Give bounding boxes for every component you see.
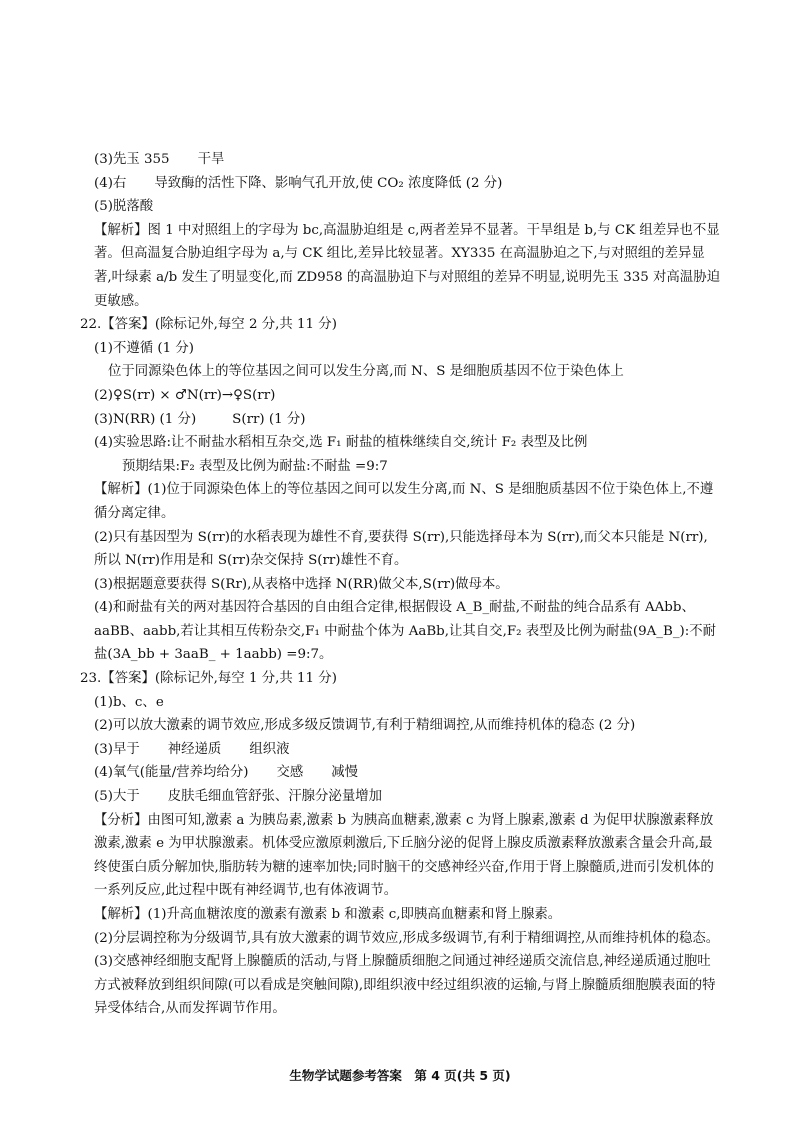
page-footer: 生物学试题参考答案 第 4 页(共 5 页) [289,1068,511,1083]
q23-answer-3: (3)早于 神经递质 组织液 [94,741,290,757]
q23-analysis-3: (3)交感神经细胞支配肾上腺髓质的活动,与肾上腺髓质细胞之间通过神经递质交流信息,神经递质通过胞吐方式被释放到组织间隙(可以看成是突触间隙),即组织液中经过组织液的运输,与肾上腺髓质细胞膜表面的特异受体结合,从而发挥调节作用。 [94,954,716,1017]
q21-answer-4: (4)右 导致酶的活性下降、影响气孔开放,使 CO₂ 浓度降低 (2 分) [94,175,503,191]
q22-answer-3: (3)N(RR) (1 分) S(rr) (1 分) [94,411,306,427]
q23-answer-1: (1)b、c、e [94,694,164,710]
q21-analysis: 【解析】图 1 中对照组上的字母为 bc,高温胁迫组是 c,两者差异不显著。干旱组是 b,与 CK 组差异也不显著。但高温复合胁迫组字母为 a,与 CK 组比,差异比较显著。XY335 在高温胁迫之下,与对照组的差异显著,叶绿素 a/b 发生了明显变化,而 ZD958 的高温胁迫下与对照组的差异不明显,说明先玉 335 对高温胁迫更敏感。 [94,222,720,309]
page-content [80,148,720,1021]
q22-answer-2: (2)♀S(rr) × ♂N(rr)→♀S(rr) [94,387,276,403]
q23-analysis-2: (2)分层调控称为分级调节,具有放大激素的调节效应,形成多级调节,有利于精细调控,从而维持机体的稳态。 [94,930,720,946]
q22-analysis-3: (3)根据题意要获得 S(Rr),从表格中选择 N(RR)做父本,S(rr)做母本。 [94,576,509,592]
q22-answer-1-reason: 位于同源染色体上的等位基因之间可以发生分离,而 N、S 是细胞质基因不位于染色体上 [108,364,624,380]
q22-answer-4: (4)实验思路:让不耐盐水稻相互杂交,选 F₁ 耐盐的植株继续自交,统计 F₂ 表型及比例 [94,435,588,451]
q23-analysis-1: 【解析】(1)升高血糖浓度的激素有激素 b 和激素 c,即胰高血糖素和肾上腺素。 [94,907,562,922]
q23-answer-4: (4)氧气(能量/营养均给分) 交感 减慢 [94,765,359,781]
q23-summary: 【分析】由图可知,激素 a 为胰岛素,激素 b 为胰高血糖素,激素 c 为肾上腺素,激素 d 为促甲状腺激素释放激素,激素 e 为甲状腺激素。机体受应激原刺激后,下丘脑分泌的促肾上腺皮质激素释放激素含量会升高,最终使蛋白质分解加快,脂肪转为糖的速率加快;同时脑干的交感神经兴奋,作用于肾上腺髓质,进而引发机体的一系列反应,此过程中既有神经调节,也有体液调节。 [94,812,714,899]
q21-answer-3: (3)先玉 355 干旱 [94,152,225,167]
q23-answer-2: (2)可以放大激素的调节效应,形成多级反馈调节,有利于精细调控,从而维持机体的稳态 (2 分) [94,718,636,734]
q21-answer-5: (5)脱落酸 [94,199,154,215]
q22-analysis-2: (2)只有基因型为 S(rr)的水稻表现为雄性不育,要获得 S(rr),只能选择母本为 S(rr),而父本只能是 N(rr),所以 N(rr)作用是和 S(rr)杂交保持 S(rr)雄性不育。 [94,529,708,569]
q23-heading: 23.【答案】(除标记外,每空 1 分,共 11 分) [80,671,337,687]
q22-analysis-1: 【解析】(1)位于同源染色体上的等位基因之间可以发生分离,而 N、S 是细胞质基因不位于染色体上,不遵循分离定律。 [94,482,714,521]
q22-answer-1: (1)不遵循 (1 分) [94,340,195,356]
q22-analysis-4: (4)和耐盐有关的两对基因符合基因的自由组合定律,根据假设 A_B_耐盐,不耐盐的纯合品系有 AAbb、aaBB、aabb,若让其相互传粉杂交,F₁ 中耐盐个体为 AaBb,让其自交,F₂ 表型及比例为耐盐(9A_B_):不耐盐(3A_bb + 3aaB_ + 1aabb) =9:7。 [94,600,717,663]
q22-answer-4-result: 预期结果:F₂ 表型及比例为耐盐:不耐盐 =9:7 [122,458,388,474]
q23-answer-5: (5)大于 皮肤毛细血管舒张、汗腺分泌量增加 [94,789,382,805]
q22-heading: 22.【答案】(除标记外,每空 2 分,共 11 分) [80,317,337,333]
